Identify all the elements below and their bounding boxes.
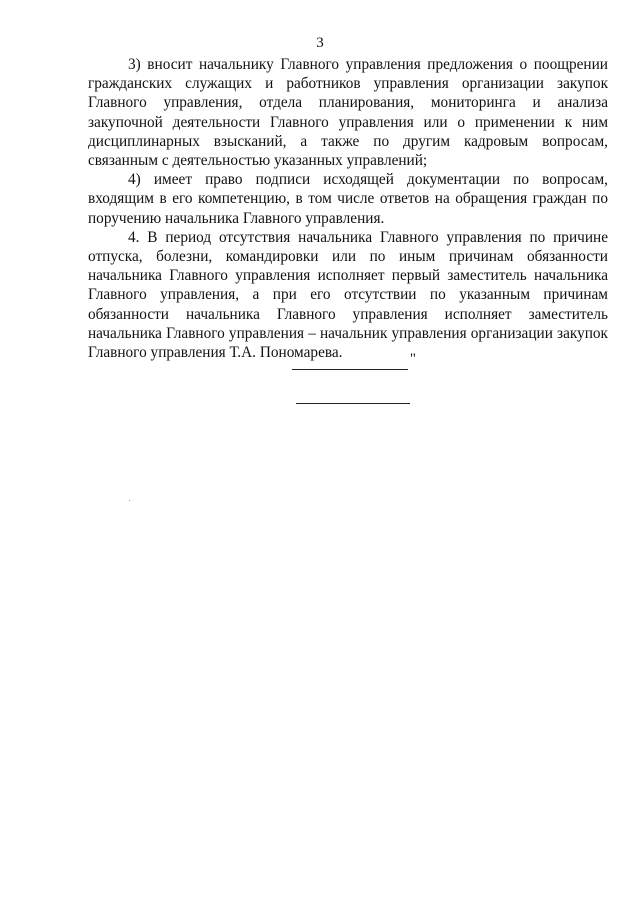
paragraph-section-4: 4. В период отсутствия начальника Главного управления по причине отпуска, болезни, командировки или по иным причинам обязанности начальника Главного управления исполняет первый заместитель начальника Главного управления, а при его отсутствии по указанным причинам обязанности начальника Главного управления исполняет заместитель начальника Главного управления – начальник управления организации закупок Главного управления Т.А. Пономарева. <box>88 228 608 362</box>
paragraph-item-3: 3) вносит начальнику Главного управления предложения о поощрении гражданских служащих и работников управления организации закупок Главного управления, отдела планирования, мониторинга и анализа закупочной деятельности Главного управления или о применении к ним дисциплинарных взысканий, а также по другим кадровым вопросам, связанным с деятельностью указанных управлений; <box>88 56 608 170</box>
document-body <box>88 55 608 362</box>
closing-rule <box>292 369 408 370</box>
closing-mark <box>292 352 416 374</box>
page-number: 3 <box>316 35 324 51</box>
end-divider <box>296 403 410 404</box>
closing-quote: " <box>409 351 416 367</box>
scan-speck <box>129 500 130 501</box>
paragraph-item-4: 4) имеет право подписи исходящей документации по вопросам, входящим в его компетенцию, в том числе ответов на обращения граждан по поручению начальника Главного управления. <box>88 171 608 227</box>
